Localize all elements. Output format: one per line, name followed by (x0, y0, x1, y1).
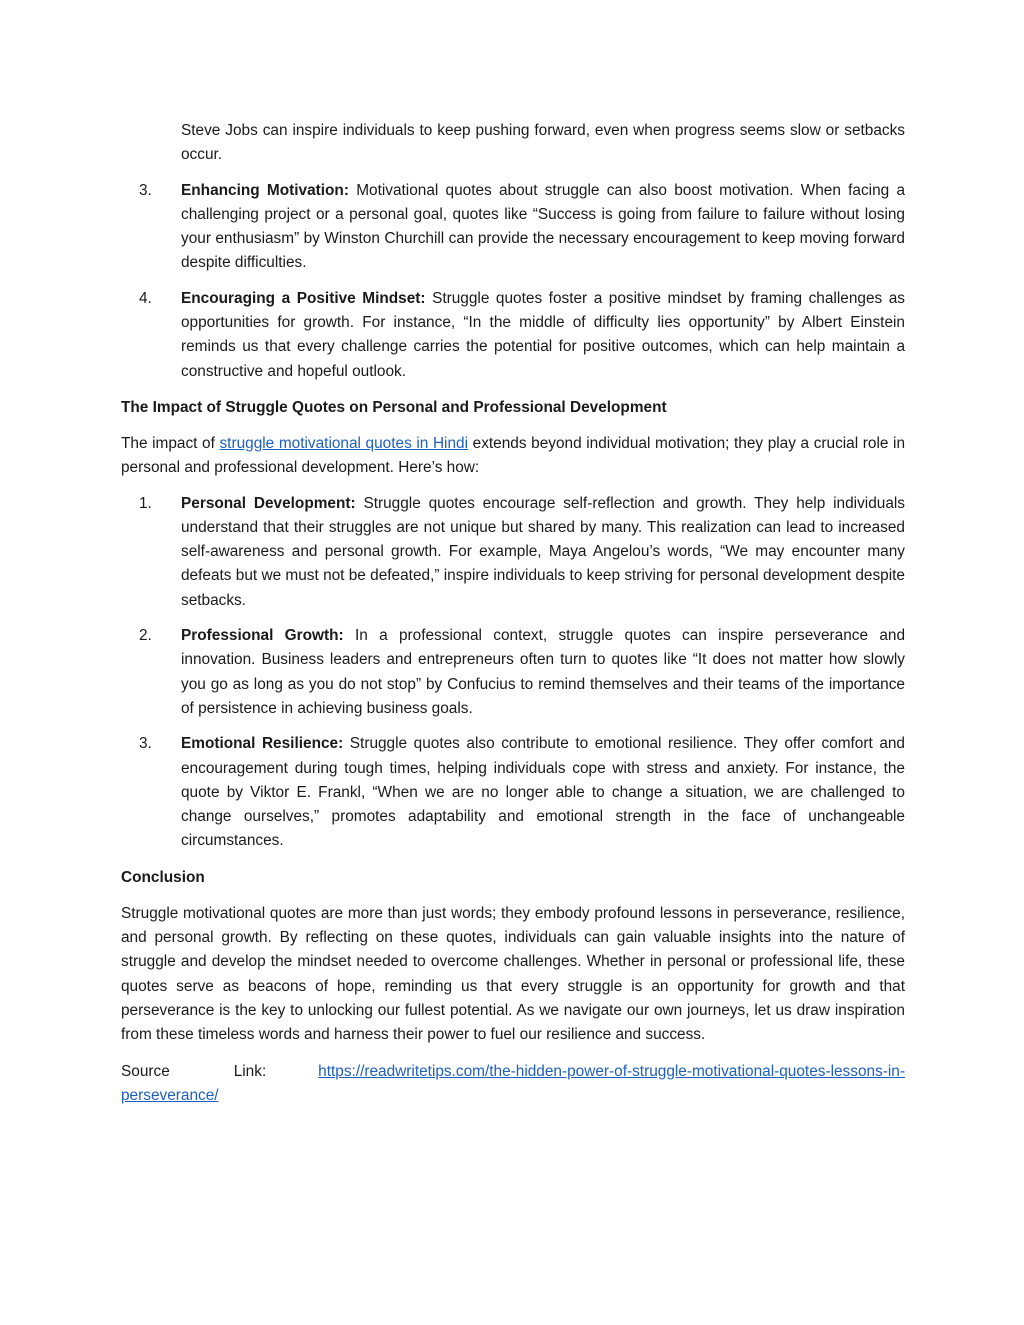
list-item-title: Enhancing Motivation: (181, 181, 349, 199)
list-item-enhancing-motivation (121, 179, 905, 276)
list-item-body (181, 179, 905, 276)
list-item-positive-mindset (121, 287, 905, 384)
list-number: 3. (139, 181, 152, 199)
list-item-text: Struggle quotes also contribute to emotional resilience. They offer comfort and encouragement during tough times, helping individuals cope with stress and anxiety. For instance, the quote by Viktor E. Frankl, “When we are no longer able to change a situation, we are challenged to change ourselves,” promotes adaptability and emotional strength in the face of unchangeable circumstances. (181, 735, 905, 850)
list-item-emotional-resilience (121, 732, 905, 853)
list-item-title: Professional Growth: (181, 627, 344, 645)
list-item-text: Motivational quotes about struggle can also boost motivation. When facing a challenging project or a personal goal, quotes like “Success is going from failure to failure without losing your enthusiasm” by Winston Churchill can provide the necessary encouragement to keep moving forward despite difficulties. (181, 181, 905, 272)
hindi-quotes-link[interactable]: struggle motivational quotes in Hindi (219, 434, 469, 452)
list-number: 4. (139, 289, 152, 307)
source-label: Source Link: (121, 1062, 267, 1080)
list-item-title: Personal Development: (181, 494, 356, 512)
list-number: 2. (139, 627, 152, 645)
list-item-title: Emotional Resilience: (181, 735, 344, 753)
page-content (121, 119, 905, 1108)
impact-heading: The Impact of Struggle Quotes on Personal and Professional Development (121, 398, 667, 416)
impact-intro-after: extends beyond individual motivation; they play a crucial role in personal and professional development. Here’s how: (121, 434, 906, 477)
source-line (121, 1060, 905, 1109)
list-item-text: In a professional context, struggle quotes can inspire perseverance and innovation. Business leaders and entrepreneurs often turn to quotes like “It does not matter how slowly you go as long as you do not stop” by Confucius to remind themselves and their teams of the importance of persistence in achieving business goals. (181, 627, 906, 717)
list-number: 3. (139, 735, 152, 753)
list-item-personal-development (121, 492, 905, 613)
source-link[interactable]: https://readwritetips.com/the-hidden-power-of-struggle-motivational-quotes-lessons-in-perseverance/ (121, 1062, 905, 1104)
list-item-body (181, 732, 905, 853)
conclusion-paragraph: Struggle motivational quotes are more than just words; they embody profound lessons in perseverance, resilience, and personal growth. By reflecting on these quotes, individuals can gain valuable insights into the nature of struggle and develop the mindset needed to overcome challenges. Whether in personal or professional life, these quotes serve as beacons of hope, reminding us that every struggle is an opportunity for growth and that perseverance is the key to unlocking our fullest potential. As we navigate our own journeys, let us draw inspiration from these timeless words and harness their power to fuel our resilience and success. (121, 904, 905, 1044)
impact-intro-before: The impact of (121, 434, 220, 452)
list-number: 1. (139, 494, 152, 512)
list-item-continuation: Steve Jobs can inspire individuals to keep pushing forward, even when progress seems slow or setbacks occur. (181, 122, 905, 164)
impact-intro-paragraph (121, 432, 905, 481)
list-item-title: Encouraging a Positive Mindset: (181, 289, 426, 307)
list-item-body (181, 287, 905, 384)
list-item-professional-growth (121, 624, 905, 721)
list-item-body (181, 492, 905, 613)
list-item-body (181, 624, 905, 721)
list-item-text: Struggle quotes encourage self-reflection and growth. They help individuals understand that their struggles are not unique but shared by many. This realization can lead to increased self-awareness and personal growth. For example, Maya Angelou’s words, “We may encounter many defeats but we must not be defeated,” inspire individuals to keep striving for personal development despite setbacks. (181, 494, 905, 609)
conclusion-heading: Conclusion (121, 868, 205, 886)
list-item-text: Struggle quotes foster a positive mindset by framing challenges as opportunities for growth. For instance, “In the middle of difficulty lies opportunity” by Albert Einstein reminds us that every challenge carries the potential for positive outcomes, which can help maintain a constructive and hopeful outlook. (181, 289, 905, 380)
